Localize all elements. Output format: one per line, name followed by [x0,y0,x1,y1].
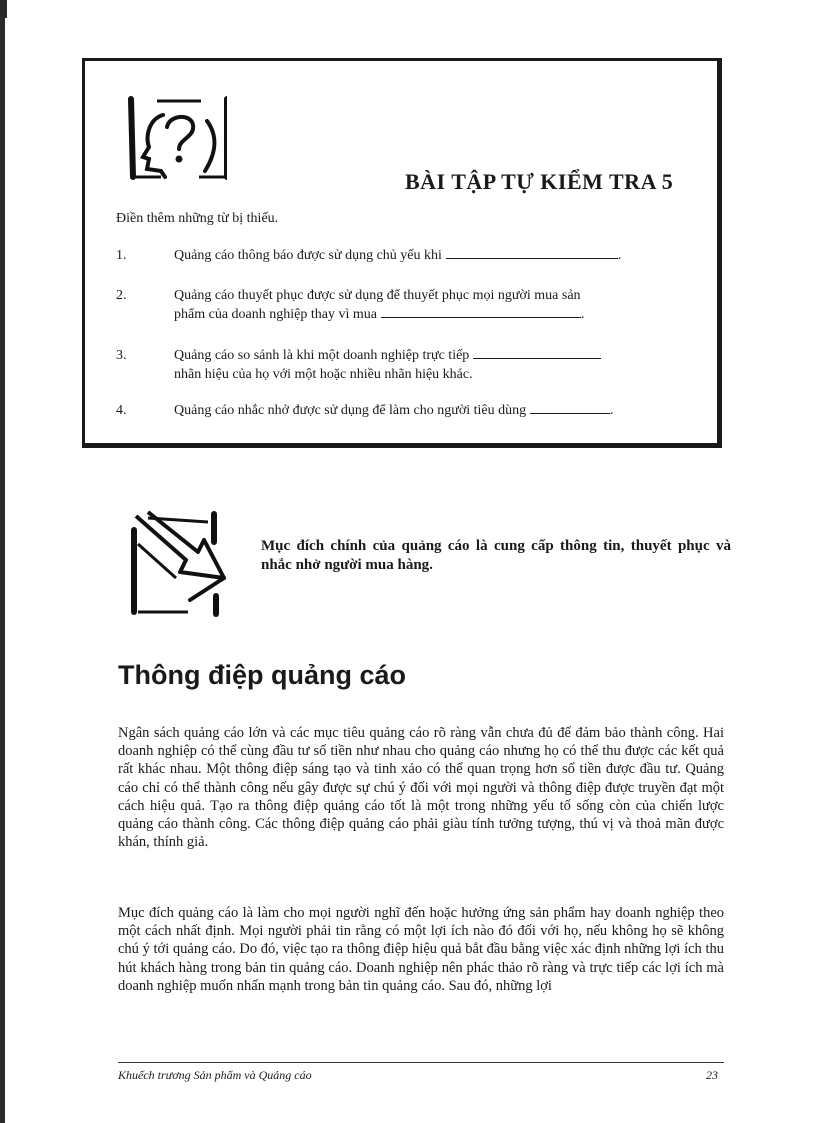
question-text: Quảng cáo thuyết phục được sử dụng để thuyết phục mọi người mua sản [174,288,581,303]
question-head-icon [127,93,227,193]
question-text-line2: nhãn hiệu của họ với một hoặc nhiều nhãn hiệu khác. [174,367,473,382]
question-text-line2: phẩm của doanh nghiệp thay vì mua [174,307,377,322]
page-spine [0,0,5,1123]
key-point-text: Mục đích chính của quảng cáo là cung cấp thông tin, thuyết phục và nhắc nhở người mua hàng. [261,538,731,573]
exercise-instructions: Điền thêm những từ bị thiếu. [116,211,279,226]
footer-book-title: Khuếch trương Sản phẩm và Quảng cáo [118,1068,312,1082]
question-text: Quảng cáo nhắc nhở được sử dụng để làm cho người tiêu dùng [174,403,527,418]
question-text: Quảng cáo thông báo được sử dụng chủ yếu khi [174,248,442,263]
key-point-arrow-icon [128,508,238,618]
question-end: . [580,307,585,322]
question-number: 1. [116,248,127,263]
question-number: 2. [116,288,127,303]
question-text: Quảng cáo so sánh là khi một doanh nghiệp trực tiếp [174,348,470,363]
answer-blank [530,401,610,414]
answer-blank [473,346,601,359]
footer-divider [118,1062,724,1063]
section-heading: Thông điệp quảng cáo [118,660,406,690]
answer-blank [446,246,618,259]
question-end: . [617,248,622,263]
exercise-title: BÀI TẬP TỰ KIỂM TRA 5 [405,169,674,194]
body-paragraph: Mục đích quảng cáo là làm cho mọi người nghĩ đến hoặc hưởng ứng sản phẩm hay doanh nghiệp theo một cách nhất định. Mọi người phải tin rằng có một lợi ích nào đó đối với họ, nếu không họ sẽ không chú ý tới quảng cáo. Do đó, việc tạo ra thông điệp hiệu quả bắt đầu bằng việc xác định những lợi ích thu hút khách hàng trong bản tin quảng cáo. Doanh nghiệp nên phác thảo rõ ràng và trực tiếp các lợi ích mà doanh nghiệp muốn nhấn mạnh trong bản tin quảng cáo. Sau đó, những lợi [118,905,724,994]
question-number: 3. [116,348,127,363]
self-test-box [82,58,722,448]
question-end: . [610,403,614,418]
body-paragraph: Ngân sách quảng cáo lớn và các mục tiêu quảng cáo rõ ràng vẫn chưa đủ để đảm bảo thành công. Hai doanh nghiệp có thể cùng đầu tư số tiền như nhau cho quảng cáo nhưng họ có thể thu được các kết quả rất khác nhau. Một thông điệp sáng tạo và tinh xảo có thể quan trọng hơn số tiền được đầu tư. Quảng cáo chỉ có thể thành công nếu gây được sự chú ý đối với mọi người và thông điệp được truyền đạt một cách hiệu quả. Tạo ra thông điệp quảng cáo tốt là một trong những yếu tố sống còn của chiến lược quảng cáo thành công. Các thông điệp quảng cáo phải giàu tính tưởng tượng, thú vị và thoả mãn được khán, thính giả. [118,725,724,851]
page-number: 23 [706,1068,718,1082]
page-spine-notch [5,0,7,18]
question-number: 4. [116,403,127,418]
answer-blank [381,305,581,318]
